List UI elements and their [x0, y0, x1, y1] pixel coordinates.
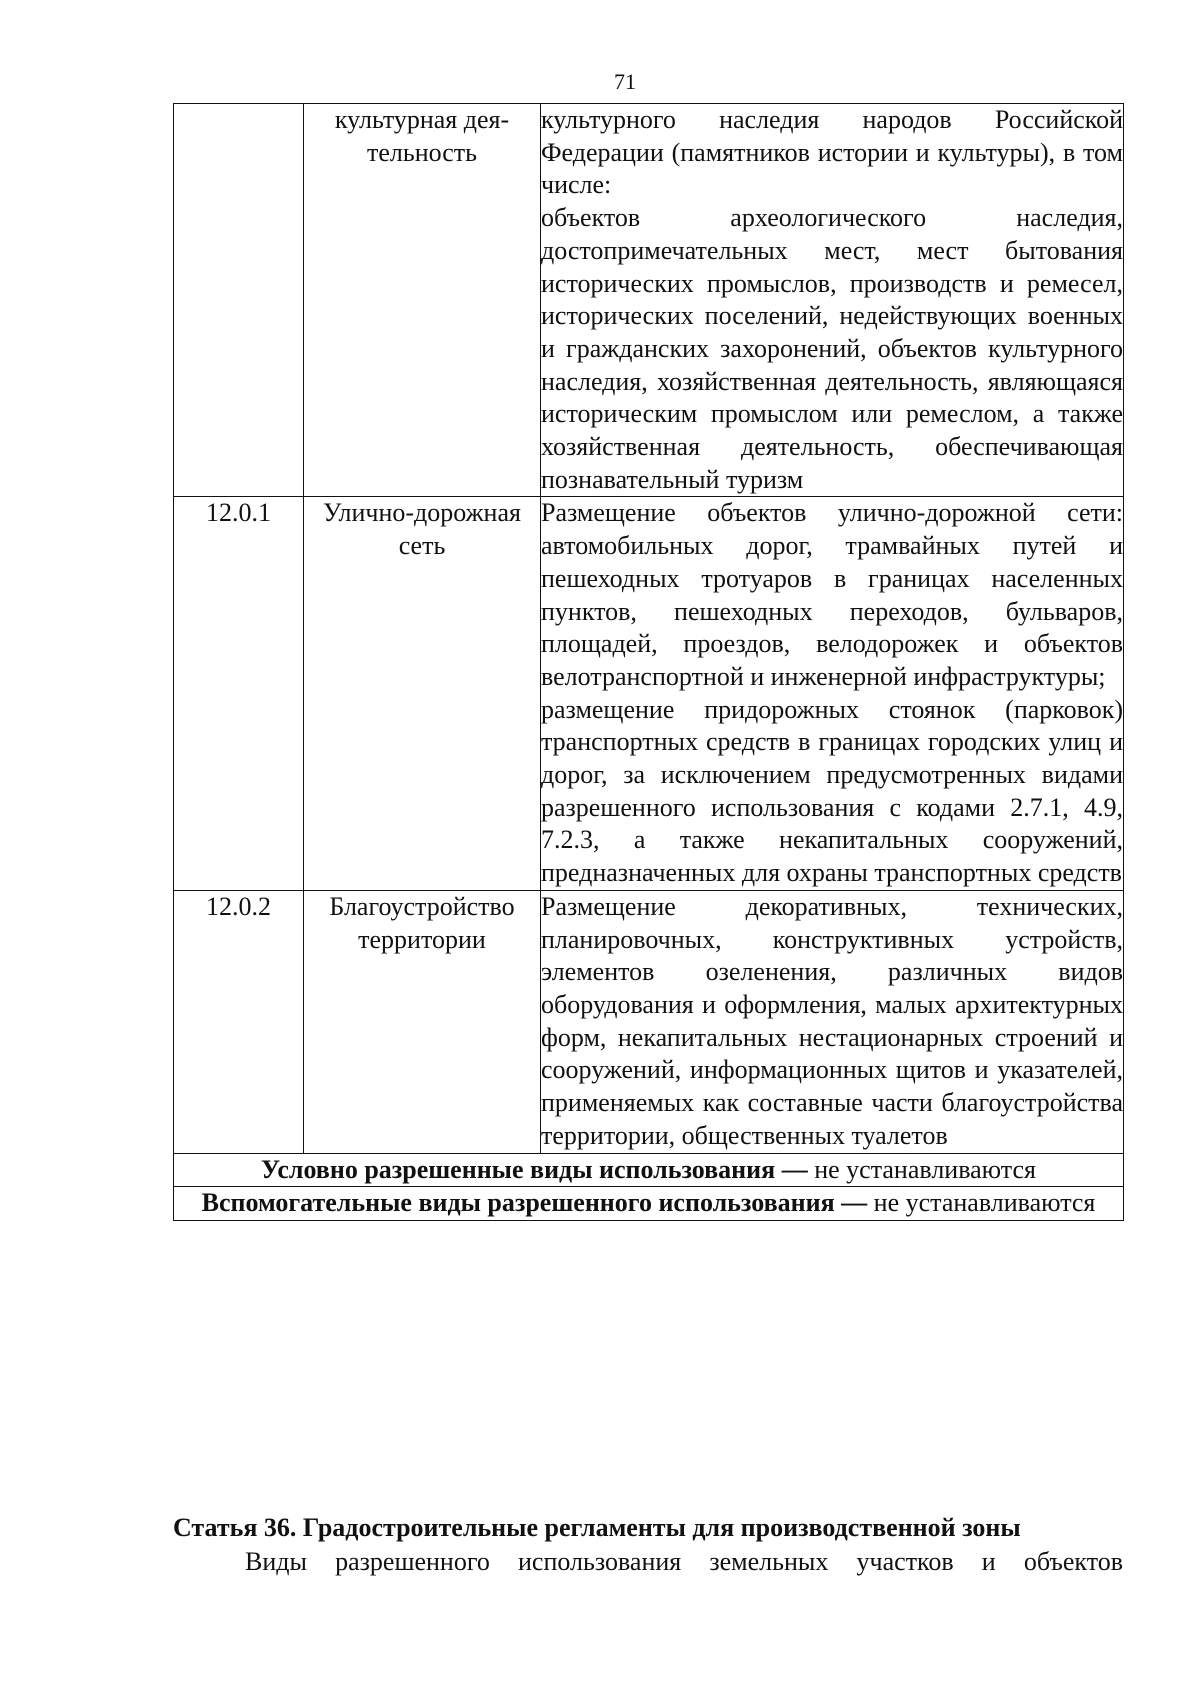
auxiliary-uses-label: Вспомогательные виды разрешенного использования —: [201, 1188, 868, 1218]
conditional-uses-label: Условно разрешенные виды использования —: [261, 1154, 808, 1184]
description-paragraph: размещение придорожных стоянок (парковок) транспортных средств в границах городских улиц и дорог, за исключением предусмотренных видами разрешенного использования с кодами 2.7.1, 4.9, 7.2.3, а также некапитальных сооружений, предназначенных для охраны транспортных средств: [541, 694, 1123, 888]
page-number: 71: [614, 69, 636, 94]
conditional-uses-row: [174, 1153, 1124, 1187]
code-cell: 12.0.2: [174, 890, 304, 1153]
conditional-uses-value: не устанавливаются: [807, 1154, 1036, 1184]
use-name-cell: культурная дея-тельность: [304, 104, 541, 497]
use-name-cell: Благоустройство территории: [304, 890, 541, 1153]
conditional-uses-cell: [174, 1153, 1124, 1187]
table-row: [174, 104, 1124, 497]
auxiliary-uses-cell: [174, 1187, 1124, 1221]
description-cell: [541, 104, 1124, 497]
table-row: [174, 890, 1124, 1153]
description-cell: [541, 890, 1124, 1153]
auxiliary-uses-row: [174, 1187, 1124, 1221]
description-cell: [541, 497, 1124, 890]
article-body: Виды разрешенного использования земельных участков и объектов: [245, 1547, 1123, 1576]
auxiliary-uses-value: не устанавливаются: [867, 1188, 1096, 1218]
code-cell: [174, 104, 304, 497]
description-paragraph: объектов археологического наследия, достопримечательных мест, мест бытования исторических промыслов, производств и ремесел, исторических поселений, недействующих военных и гражданских захоронений, объектов культурного наследия, хозяйственная деятельность, являющаяся историческим промыслом или ремеслом, а также хозяйственная деятельность, обеспечивающая познавательный туризм: [541, 203, 1123, 494]
code-cell: 12.0.1: [174, 497, 304, 890]
land-use-table: [173, 103, 1124, 1221]
table-row: [174, 497, 1124, 890]
description-paragraph: Размещение декоративных, технических, планировочных, конструктивных устройств, элементов озеленения, различных видов оборудования и оформления, малых архитектурных форм, некапитальных нестационарных строений и сооружений, информационных щитов и указателей, применяемых как составные части благоустройства территории, общественных туалетов: [541, 891, 1123, 1150]
use-name-cell: Улично-дорожная сеть: [304, 497, 541, 890]
article-heading: Статья 36. Градостроительные регламенты для производственной зоны: [173, 1513, 1021, 1542]
description-paragraph: культурного наследия народов Российской Федерации (памятников истории и культуры), в том числе:: [541, 105, 1123, 200]
description-paragraph: Размещение объектов улично-дорожной сети: автомобильных дорог, трамвайных путей и пешеходных тротуаров в границах населенных пунктов, пешеходных переходов, бульваров, площадей, проездов, велодорожек и объектов велотранспортной и инженерной инфраструктуры;: [541, 498, 1123, 691]
